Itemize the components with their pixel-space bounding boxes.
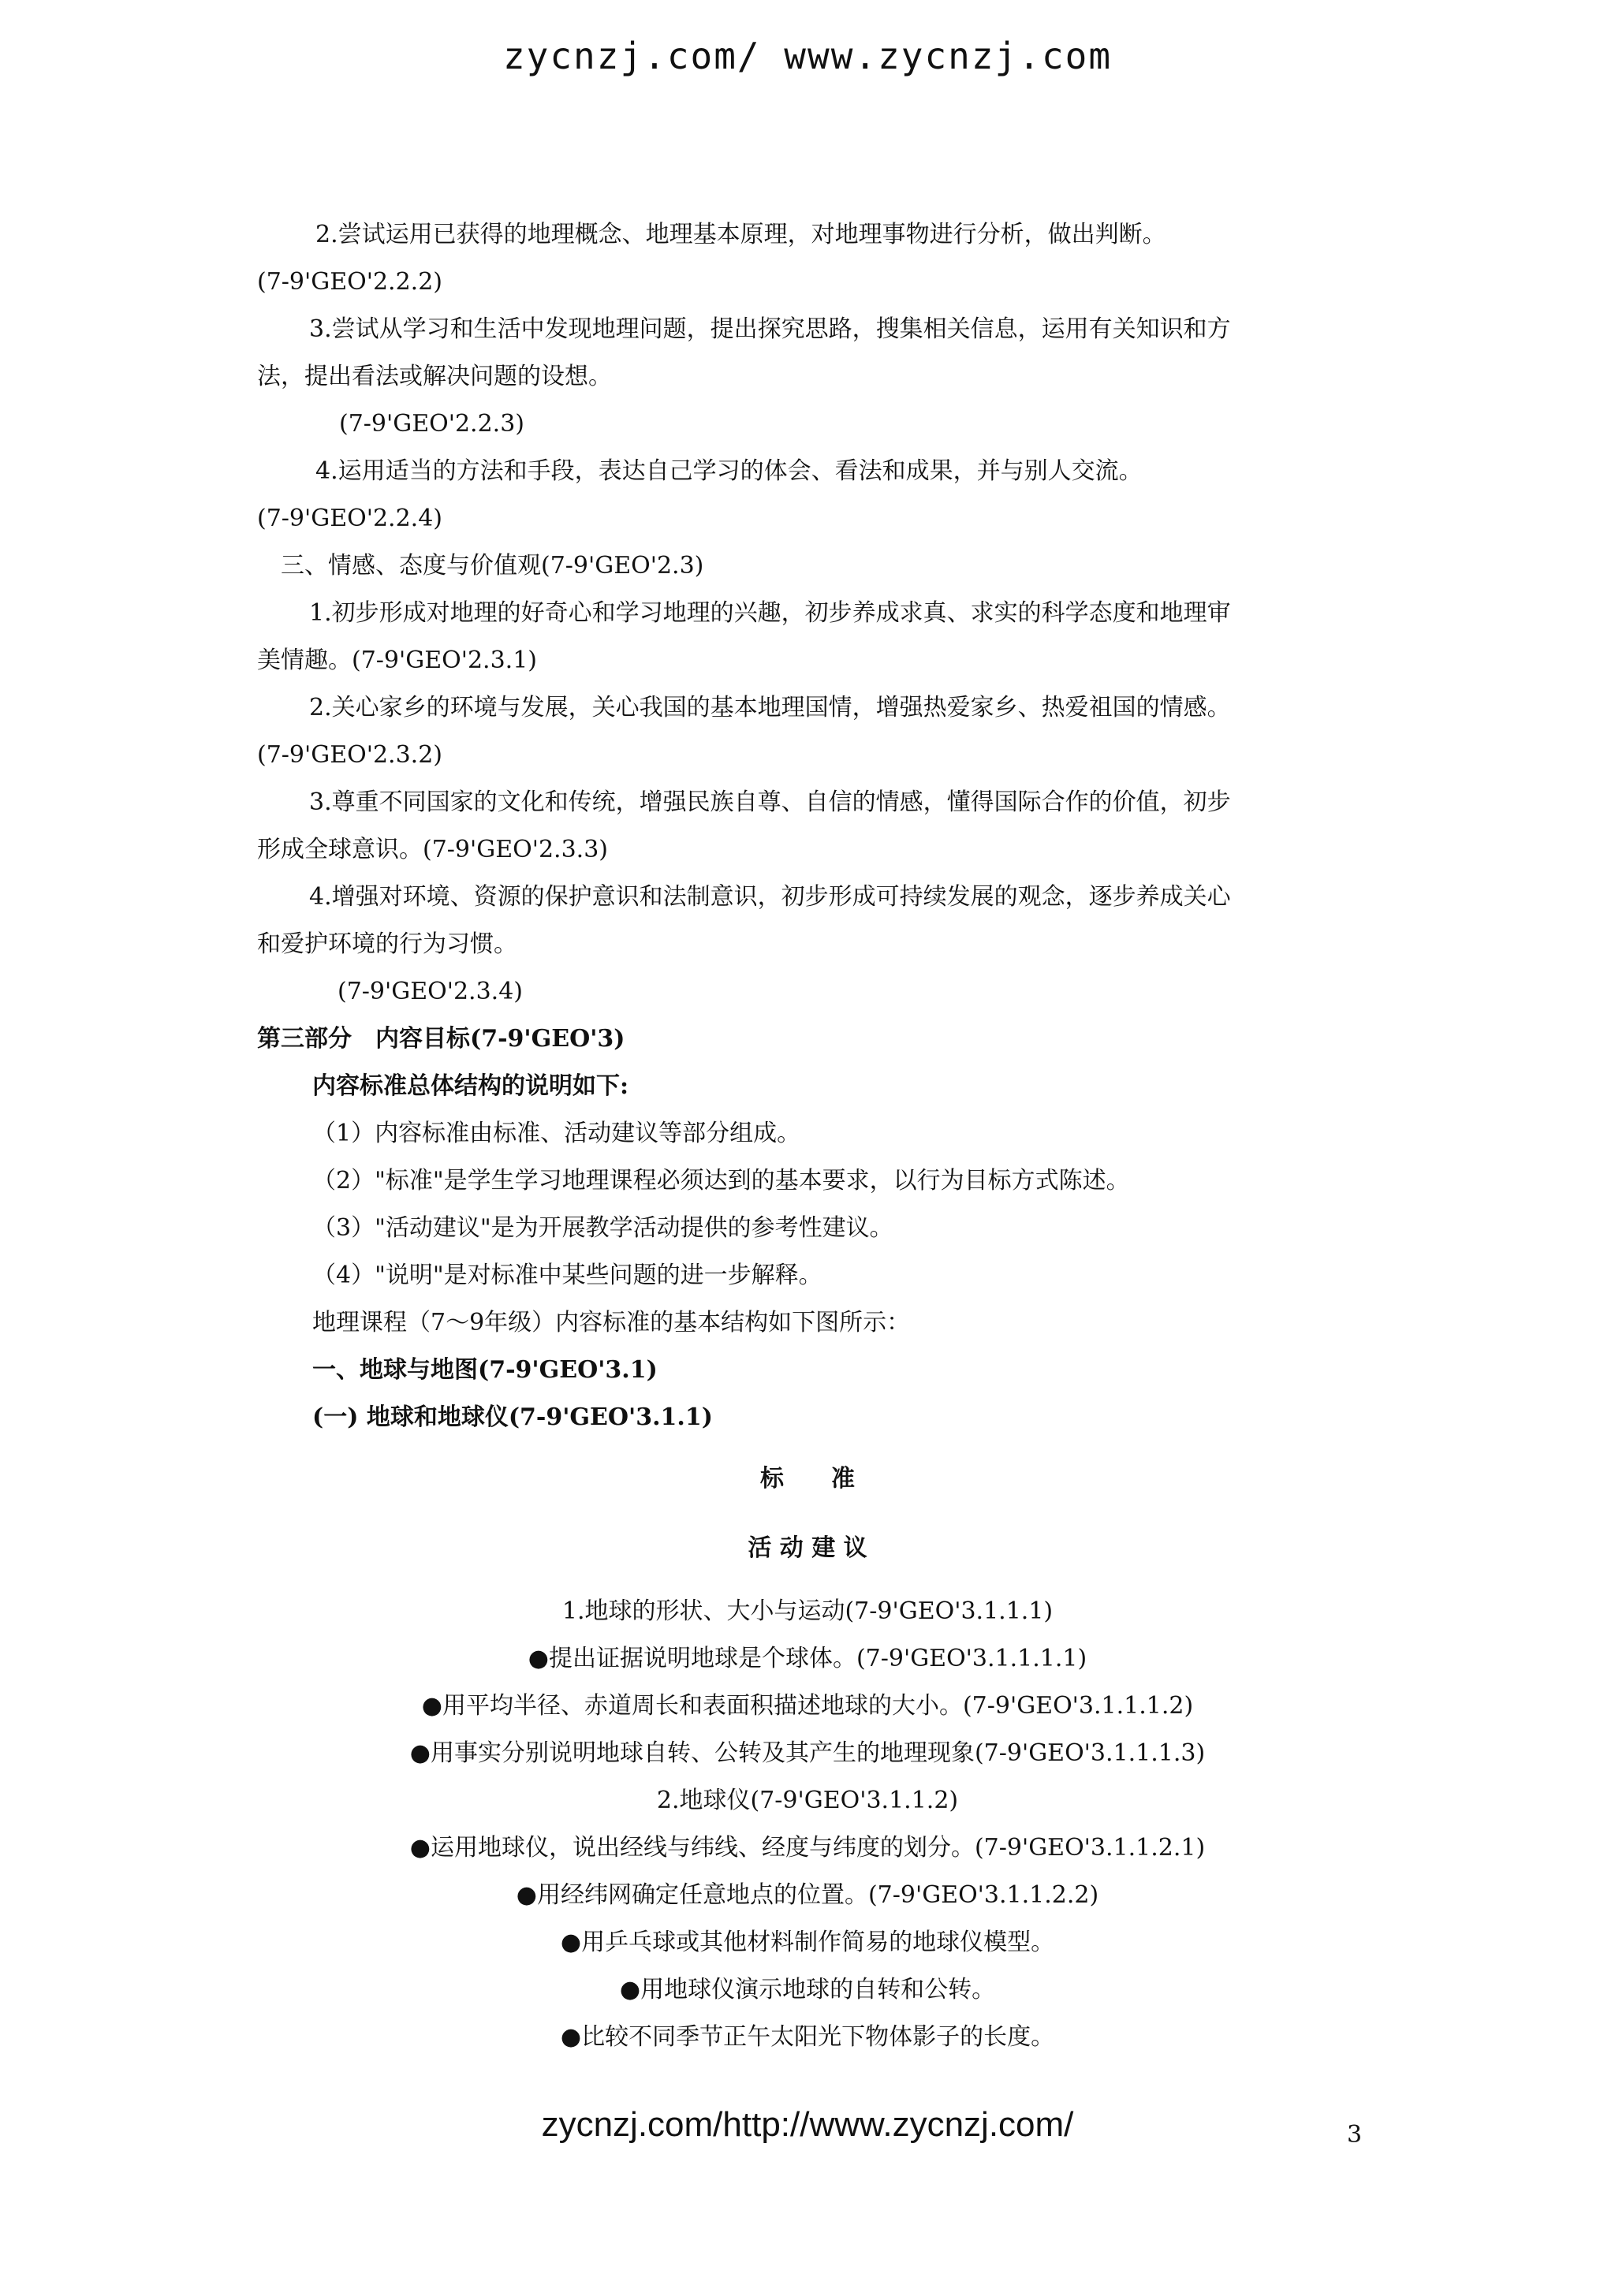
paragraph-line: 美情趣。(7-9'GEO'2.3.1) bbox=[257, 647, 538, 674]
footer-watermark: zycnzj.com/http://www.zycnzj.com/ bbox=[541, 2105, 1074, 2144]
paragraph-line: 2.尝试运用已获得的地理概念、地理基本原理，对地理事物进行分析，做出判断。 bbox=[315, 221, 1166, 248]
header-watermark: zycnzj.com/ www.zycnzj.com bbox=[502, 35, 1113, 77]
paragraph-line: 法，提出看法或解决问题的设想。 bbox=[257, 363, 612, 390]
centered-line: ●用经纬网确定任意地点的位置。(7-9'GEO'3.1.1.2.2) bbox=[516, 1881, 1099, 1909]
subsection-heading: (一) 地球和地球仪(7-9'GEO'3.1.1) bbox=[312, 1403, 713, 1431]
centered-line: ●运用地球仪，说出经线与纬线、经度与纬度的划分。(7-9'GEO'3.1.1.2.1) bbox=[409, 1834, 1206, 1862]
centered-line: 2.地球仪(7-9'GEO'3.1.1.2) bbox=[656, 1787, 959, 1814]
paragraph-line: 地理课程（7～9年级）内容标准的基本结构如下图所示： bbox=[312, 1309, 911, 1336]
centered-line: 1.地球的形状、大小与运动(7-9'GEO'3.1.1.1) bbox=[561, 1597, 1054, 1625]
paragraph-line: 和爱护环境的行为习惯。 bbox=[257, 930, 517, 958]
list-item: （1）内容标准由标准、活动建议等部分组成。 bbox=[312, 1120, 801, 1147]
paragraph-line: 1.初步形成对地理的好奇心和学习地理的兴趣，初步养成求真、求实的科学态度和地理审 bbox=[309, 599, 1231, 627]
paragraph-line: (7-9'GEO'2.3.4) bbox=[338, 978, 524, 1005]
section-heading: 一、地球与地图(7-9'GEO'3.1) bbox=[312, 1356, 658, 1384]
paragraph-line: (7-9'GEO'2.3.2) bbox=[257, 741, 443, 769]
centered-line: ●用地球仪演示地球的自转和公转。 bbox=[619, 1976, 996, 2003]
section-heading: 三、情感、态度与价值观(7-9'GEO'2.3) bbox=[281, 552, 704, 580]
paragraph-line: 4.增强对环境、资源的保护意识和法制意识，初步形成可持续发展的观念，逐步养成关心 bbox=[309, 883, 1231, 911]
subheading: 内容标准总体结构的说明如下: bbox=[312, 1072, 629, 1100]
standards-label: 标 准 bbox=[760, 1465, 855, 1493]
list-item: （2）"标准"是学生学习地理课程必须达到的基本要求，以行为目标方式陈述。 bbox=[312, 1167, 1130, 1195]
centered-line: ●用事实分别说明地球自转、公转及其产生的地理现象(7-9'GEO'3.1.1.1.3) bbox=[409, 1739, 1206, 1767]
paragraph-line: (7-9'GEO'2.2.3) bbox=[339, 410, 525, 438]
paragraph-line: 3.尝试从学习和生活中发现地理问题，提出探究思路，搜集相关信息，运用有关知识和方 bbox=[309, 315, 1231, 343]
centered-line: ●用平均半径、赤道周长和表面积描述地球的大小。(7-9'GEO'3.1.1.1.2) bbox=[421, 1692, 1194, 1720]
paragraph-line: 形成全球意识。(7-9'GEO'2.3.3) bbox=[257, 836, 609, 863]
paragraph-line: (7-9'GEO'2.2.2) bbox=[257, 268, 443, 296]
paragraph-line: 2.关心家乡的环境与发展，关心我国的基本地理国情，增强热爱家乡、热爱祖国的情感。 bbox=[309, 694, 1231, 721]
list-item: （3）"活动建议"是为开展教学活动提供的参考性建议。 bbox=[312, 1214, 893, 1242]
centered-line: ●比较不同季节正午太阳光下物体影子的长度。 bbox=[560, 2023, 1055, 2051]
paragraph-line: 3.尊重不同国家的文化和传统，增强民族自尊、自信的情感，懂得国际合作的价值，初步 bbox=[309, 788, 1231, 816]
page-number: 3 bbox=[1347, 2121, 1363, 2149]
paragraph-line: 4.运用适当的方法和手段，表达自己学习的体会、看法和成果，并与别人交流。 bbox=[315, 457, 1143, 485]
list-item: （4）"说明"是对标准中某些问题的进一步解释。 bbox=[312, 1262, 822, 1289]
centered-line: ●提出证据说明地球是个球体。(7-9'GEO'3.1.1.1.1) bbox=[528, 1645, 1087, 1672]
centered-line: ●用乒乓球或其他材料制作简易的地球仪模型。 bbox=[560, 1929, 1055, 1956]
paragraph-line: (7-9'GEO'2.2.4) bbox=[257, 505, 443, 532]
part-heading: 第三部分 内容目标(7-9'GEO'3) bbox=[257, 1025, 625, 1053]
activity-label: 活 动 建 议 bbox=[748, 1534, 867, 1562]
